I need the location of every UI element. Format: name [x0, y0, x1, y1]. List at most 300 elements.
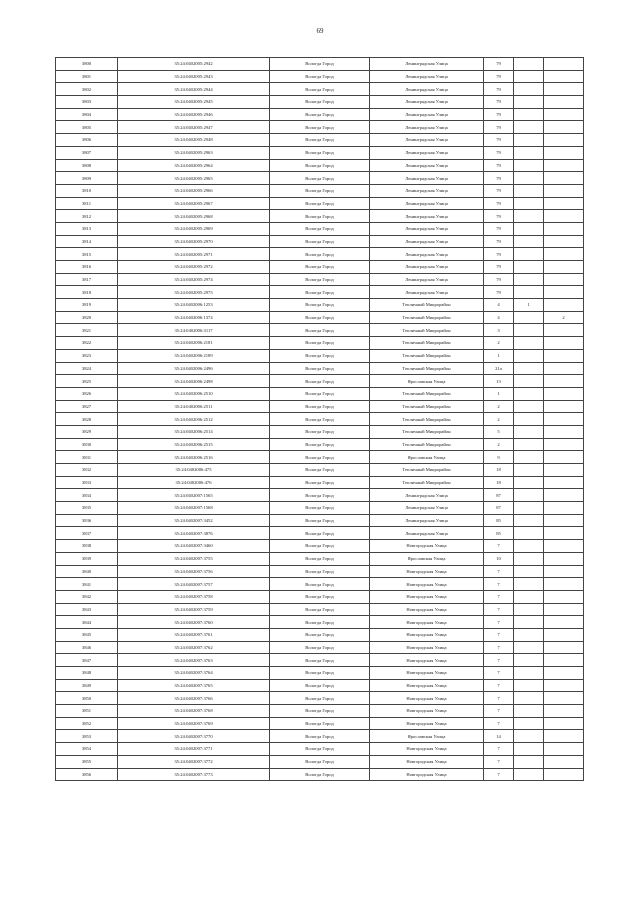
house-cell: 79: [484, 248, 514, 261]
street-cell: Ленинградская Улица: [370, 83, 484, 96]
city-cell: Вологда Город: [270, 96, 370, 109]
table-row: [56, 552, 584, 565]
street-cell: Новгородская Улица: [370, 578, 484, 591]
cadastral-number-cell: 35:24:0402007:3876: [118, 527, 270, 540]
table-row: [56, 387, 584, 400]
city-cell: Вологда Город: [270, 438, 370, 451]
cadastral-number-cell: 35:24:0402005:2944: [118, 83, 270, 96]
building-cell: [514, 527, 544, 540]
street-cell: Новгородская Улица: [370, 540, 484, 553]
cadastral-number-cell: 35:24:0402005:2972: [118, 261, 270, 274]
row-number-cell: 3853: [56, 730, 118, 743]
table-row: [56, 362, 584, 375]
table-row: [56, 273, 584, 286]
apartment-cell: [544, 121, 584, 134]
apartment-cell: [544, 552, 584, 565]
building-cell: [514, 134, 544, 147]
table-row: [56, 400, 584, 413]
city-cell: Вологда Город: [270, 476, 370, 489]
house-cell: 79: [484, 121, 514, 134]
city-cell: Вологда Город: [270, 514, 370, 527]
cadastral-number-cell: 35:24:0402005:2943: [118, 70, 270, 83]
table-row: [56, 705, 584, 718]
street-cell: Ленинградская Улица: [370, 146, 484, 159]
building-cell: [514, 261, 544, 274]
row-number-cell: 3841: [56, 578, 118, 591]
row-number-cell: 3847: [56, 654, 118, 667]
table-row: [56, 425, 584, 438]
apartment-cell: [544, 438, 584, 451]
city-cell: Вологда Город: [270, 387, 370, 400]
house-cell: 79: [484, 159, 514, 172]
cadastral-number-cell: 35:24:0402005:2967: [118, 197, 270, 210]
table-row: [56, 768, 584, 781]
apartment-cell: [544, 108, 584, 121]
building-cell: [514, 628, 544, 641]
table-row: [56, 692, 584, 705]
house-cell: 79: [484, 70, 514, 83]
house-cell: 4: [484, 311, 514, 324]
row-number-cell: 3802: [56, 83, 118, 96]
city-cell: Вологда Город: [270, 70, 370, 83]
cadastral-number-cell: 35:24:0402007:3771: [118, 743, 270, 756]
table-row: [56, 654, 584, 667]
house-cell: 2: [484, 400, 514, 413]
cadastral-number-cell: 35:24:0402005:2948: [118, 134, 270, 147]
table-row: [56, 146, 584, 159]
cadastral-number-cell: 35:24:0402005:2947: [118, 121, 270, 134]
house-cell: 79: [484, 222, 514, 235]
house-cell: 85: [484, 514, 514, 527]
cadastral-number-cell: 35:24:0402006:475: [118, 464, 270, 477]
street-cell: Новгородская Улица: [370, 603, 484, 616]
street-cell: Тепличный Микрорайон: [370, 387, 484, 400]
building-cell: [514, 717, 544, 730]
street-cell: Новгородская Улица: [370, 616, 484, 629]
house-cell: 7: [484, 641, 514, 654]
table-row: [56, 679, 584, 692]
house-cell: 18: [484, 464, 514, 477]
city-cell: Вологда Город: [270, 184, 370, 197]
street-cell: Тепличный Микрорайон: [370, 337, 484, 350]
building-cell: [514, 464, 544, 477]
city-cell: Вологда Город: [270, 502, 370, 515]
city-cell: Вологда Город: [270, 578, 370, 591]
row-number-cell: 3808: [56, 159, 118, 172]
city-cell: Вологда Город: [270, 540, 370, 553]
city-cell: Вологда Город: [270, 299, 370, 312]
street-cell: Ленинградская Улица: [370, 222, 484, 235]
building-cell: [514, 552, 544, 565]
street-cell: Новгородская Улица: [370, 565, 484, 578]
building-cell: [514, 768, 544, 781]
house-cell: 7: [484, 717, 514, 730]
building-cell: [514, 273, 544, 286]
house-cell: 79: [484, 184, 514, 197]
street-cell: Тепличный Микрорайон: [370, 476, 484, 489]
apartment-cell: [544, 514, 584, 527]
city-cell: Вологда Город: [270, 654, 370, 667]
apartment-cell: [544, 273, 584, 286]
building-cell: [514, 603, 544, 616]
apartment-cell: [544, 464, 584, 477]
apartment-cell: [544, 527, 584, 540]
row-number-cell: 3836: [56, 514, 118, 527]
city-cell: Вологда Город: [270, 489, 370, 502]
row-number-cell: 3803: [56, 96, 118, 109]
city-cell: Вологда Город: [270, 222, 370, 235]
street-cell: Тепличный Микрорайон: [370, 299, 484, 312]
row-number-cell: 3816: [56, 261, 118, 274]
table-row: [56, 197, 584, 210]
house-cell: 18: [484, 476, 514, 489]
row-number-cell: 3804: [56, 108, 118, 121]
cadastral-number-cell: 35:24:0402007:3773: [118, 768, 270, 781]
city-cell: Вологда Город: [270, 400, 370, 413]
apartment-cell: [544, 58, 584, 71]
apartment-cell: [544, 565, 584, 578]
apartment-cell: [544, 324, 584, 337]
street-cell: Ленинградская Улица: [370, 489, 484, 502]
row-number-cell: 3843: [56, 603, 118, 616]
apartment-cell: [544, 578, 584, 591]
row-number-cell: 3825: [56, 375, 118, 388]
street-cell: Новгородская Улица: [370, 641, 484, 654]
apartment-cell: [544, 425, 584, 438]
building-cell: [514, 489, 544, 502]
city-cell: Вологда Город: [270, 83, 370, 96]
building-cell: [514, 413, 544, 426]
row-number-cell: 3854: [56, 743, 118, 756]
street-cell: Новгородская Улица: [370, 590, 484, 603]
table-row: [56, 235, 584, 248]
apartment-cell: [544, 590, 584, 603]
row-number-cell: 3807: [56, 146, 118, 159]
row-number-cell: 3800: [56, 58, 118, 71]
row-number-cell: 3824: [56, 362, 118, 375]
table-row: [56, 578, 584, 591]
street-cell: Ленинградская Улица: [370, 527, 484, 540]
city-cell: Вологда Город: [270, 159, 370, 172]
apartment-cell: [544, 502, 584, 515]
apartment-cell: [544, 248, 584, 261]
row-number-cell: 3849: [56, 679, 118, 692]
table-row: [56, 83, 584, 96]
row-number-cell: 3810: [56, 184, 118, 197]
street-cell: Ленинградская Улица: [370, 121, 484, 134]
house-cell: 79: [484, 273, 514, 286]
apartment-cell: [544, 717, 584, 730]
cadastral-number-cell: 35:24:0402007:3755: [118, 552, 270, 565]
street-cell: Ярославская Улица: [370, 552, 484, 565]
house-cell: 7: [484, 578, 514, 591]
house-cell: 7: [484, 679, 514, 692]
apartment-cell: [544, 400, 584, 413]
apartment-cell: [544, 222, 584, 235]
city-cell: Вологда Город: [270, 730, 370, 743]
apartment-cell: [544, 172, 584, 185]
house-cell: 13: [484, 375, 514, 388]
apartment-cell: [544, 654, 584, 667]
city-cell: Вологда Город: [270, 616, 370, 629]
house-cell: 7: [484, 743, 514, 756]
city-cell: Вологда Город: [270, 425, 370, 438]
row-number-cell: 3837: [56, 527, 118, 540]
table-row: [56, 502, 584, 515]
building-cell: [514, 502, 544, 515]
city-cell: Вологда Город: [270, 667, 370, 680]
building-cell: [514, 159, 544, 172]
city-cell: Вологда Город: [270, 464, 370, 477]
building-cell: [514, 58, 544, 71]
building-cell: [514, 755, 544, 768]
house-cell: 79: [484, 134, 514, 147]
city-cell: Вологда Город: [270, 527, 370, 540]
cadastral-number-cell: 35:24:0402007:1568: [118, 502, 270, 515]
building-cell: [514, 641, 544, 654]
row-number-cell: 3815: [56, 248, 118, 261]
row-number-cell: 3842: [56, 590, 118, 603]
building-cell: [514, 70, 544, 83]
table-row: [56, 248, 584, 261]
table-row: [56, 299, 584, 312]
table-row: [56, 222, 584, 235]
table-row: [56, 324, 584, 337]
table-row: [56, 337, 584, 350]
house-cell: 7: [484, 705, 514, 718]
apartment-cell: [544, 476, 584, 489]
table-row: [56, 476, 584, 489]
row-number-cell: 3834: [56, 489, 118, 502]
building-cell: 1: [514, 299, 544, 312]
house-cell: 7: [484, 628, 514, 641]
row-number-cell: 3826: [56, 387, 118, 400]
building-cell: [514, 514, 544, 527]
row-number-cell: 3831: [56, 451, 118, 464]
cadastral-number-cell: 35:24:0402007:3766: [118, 692, 270, 705]
cadastral-number-cell: 35:24:0402005:2965: [118, 172, 270, 185]
row-number-cell: 3835: [56, 502, 118, 515]
street-cell: Ленинградская Улица: [370, 108, 484, 121]
apartment-cell: [544, 743, 584, 756]
house-cell: 5: [484, 425, 514, 438]
building-cell: [514, 172, 544, 185]
apartment-cell: [544, 362, 584, 375]
table-row: [56, 540, 584, 553]
street-cell: Новгородская Улица: [370, 717, 484, 730]
apartment-cell: [544, 210, 584, 223]
street-cell: Ярославская Улица: [370, 451, 484, 464]
table-row: [56, 755, 584, 768]
row-number-cell: 3827: [56, 400, 118, 413]
apartment-cell: [544, 603, 584, 616]
row-number-cell: 3838: [56, 540, 118, 553]
street-cell: Тепличный Микрорайон: [370, 324, 484, 337]
table-row: [56, 438, 584, 451]
city-cell: Вологда Город: [270, 717, 370, 730]
house-cell: 79: [484, 146, 514, 159]
street-cell: Тепличный Микрорайон: [370, 362, 484, 375]
cadastral-number-cell: 35:24:0402007:3756: [118, 565, 270, 578]
building-cell: [514, 311, 544, 324]
building-cell: [514, 337, 544, 350]
row-number-cell: 3840: [56, 565, 118, 578]
street-cell: Ленинградская Улица: [370, 248, 484, 261]
building-cell: [514, 654, 544, 667]
apartment-cell: 2: [544, 311, 584, 324]
row-number-cell: 3855: [56, 755, 118, 768]
house-cell: 79: [484, 108, 514, 121]
cadastral-number-cell: 35:24:0402006:2516: [118, 451, 270, 464]
table-row: [56, 134, 584, 147]
building-cell: [514, 286, 544, 299]
city-cell: Вологда Город: [270, 743, 370, 756]
row-number-cell: 3832: [56, 464, 118, 477]
city-cell: Вологда Город: [270, 273, 370, 286]
table-row: [56, 527, 584, 540]
apartment-cell: [544, 286, 584, 299]
house-cell: 7: [484, 590, 514, 603]
apartment-cell: [544, 184, 584, 197]
street-cell: Ленинградская Улица: [370, 210, 484, 223]
cadastral-number-cell: 35:24:0402007:3768: [118, 705, 270, 718]
house-cell: 7: [484, 667, 514, 680]
table-row: [56, 261, 584, 274]
apartment-cell: [544, 96, 584, 109]
cadastral-number-cell: 35:24:0402007:3758: [118, 590, 270, 603]
table-row: [56, 172, 584, 185]
street-cell: Ленинградская Улица: [370, 235, 484, 248]
building-cell: [514, 616, 544, 629]
row-number-cell: 3817: [56, 273, 118, 286]
house-cell: 7: [484, 755, 514, 768]
building-cell: [514, 476, 544, 489]
building-cell: [514, 248, 544, 261]
city-cell: Вологда Город: [270, 210, 370, 223]
city-cell: Вологда Город: [270, 172, 370, 185]
building-cell: [514, 96, 544, 109]
house-cell: 79: [484, 197, 514, 210]
house-cell: 14: [484, 730, 514, 743]
street-cell: Ярославская Улица: [370, 375, 484, 388]
cadastral-number-cell: 35:24:0402005:2975: [118, 286, 270, 299]
cadastral-number-cell: 35:24:0402005:2966: [118, 184, 270, 197]
building-cell: [514, 222, 544, 235]
table-row: [56, 667, 584, 680]
building-cell: [514, 83, 544, 96]
building-cell: [514, 146, 544, 159]
apartment-cell: [544, 413, 584, 426]
street-cell: Ленинградская Улица: [370, 502, 484, 515]
cadastral-number-cell: 35:24:0402007:3772: [118, 755, 270, 768]
table-row: [56, 121, 584, 134]
house-cell: 79: [484, 286, 514, 299]
apartment-cell: [544, 451, 584, 464]
street-cell: Тепличный Микрорайон: [370, 464, 484, 477]
house-cell: 2: [484, 413, 514, 426]
city-cell: Вологда Город: [270, 146, 370, 159]
table-row: [56, 58, 584, 71]
street-cell: Тепличный Микрорайон: [370, 413, 484, 426]
row-number-cell: 3844: [56, 616, 118, 629]
table-row: [56, 628, 584, 641]
building-cell: [514, 705, 544, 718]
street-cell: Ленинградская Улица: [370, 172, 484, 185]
street-cell: Ленинградская Улица: [370, 70, 484, 83]
table-row: [56, 349, 584, 362]
registry-table-body: [56, 58, 584, 781]
apartment-cell: [544, 70, 584, 83]
table-row: [56, 311, 584, 324]
cadastral-number-cell: 35:24:0402007:1565: [118, 489, 270, 502]
building-cell: [514, 590, 544, 603]
table-row: [56, 159, 584, 172]
city-cell: Вологда Город: [270, 552, 370, 565]
cadastral-number-cell: 35:24:0402006:3117: [118, 324, 270, 337]
row-number-cell: 3851: [56, 705, 118, 718]
cadastral-number-cell: 35:24:0402006:2181: [118, 337, 270, 350]
apartment-cell: [544, 489, 584, 502]
house-cell: 87: [484, 489, 514, 502]
table-row: [56, 96, 584, 109]
row-number-cell: 3809: [56, 172, 118, 185]
building-cell: [514, 197, 544, 210]
cadastral-number-cell: 35:24:0402005:2945: [118, 96, 270, 109]
cadastral-number-cell: 35:24:0402006:2496: [118, 362, 270, 375]
table-row: [56, 641, 584, 654]
cadastral-number-cell: 35:24:0402006:1374: [118, 311, 270, 324]
cadastral-number-cell: 35:24:0402006:2514: [118, 425, 270, 438]
row-number-cell: 3818: [56, 286, 118, 299]
city-cell: Вологда Город: [270, 324, 370, 337]
house-cell: 7: [484, 654, 514, 667]
building-cell: [514, 540, 544, 553]
row-number-cell: 3848: [56, 667, 118, 680]
city-cell: Вологда Город: [270, 248, 370, 261]
house-cell: 3: [484, 324, 514, 337]
apartment-cell: [544, 692, 584, 705]
street-cell: Тепличный Микрорайон: [370, 400, 484, 413]
house-cell: 79: [484, 58, 514, 71]
row-number-cell: 3821: [56, 324, 118, 337]
cadastral-number-cell: 35:24:0402007:3762: [118, 641, 270, 654]
building-cell: [514, 565, 544, 578]
city-cell: Вологда Город: [270, 641, 370, 654]
table-row: [56, 616, 584, 629]
apartment-cell: [544, 146, 584, 159]
house-cell: 85: [484, 527, 514, 540]
house-cell: 7: [484, 768, 514, 781]
street-cell: Ленинградская Улица: [370, 96, 484, 109]
registry-table: [55, 57, 584, 781]
city-cell: Вологда Город: [270, 134, 370, 147]
row-number-cell: 3852: [56, 717, 118, 730]
apartment-cell: [544, 616, 584, 629]
table-row: [56, 70, 584, 83]
row-number-cell: 3806: [56, 134, 118, 147]
cadastral-number-cell: 35:24:0402005:2963: [118, 146, 270, 159]
city-cell: Вологда Город: [270, 590, 370, 603]
cadastral-number-cell: 35:24:0402005:2971: [118, 248, 270, 261]
table-row: [56, 108, 584, 121]
street-cell: Тепличный Микрорайон: [370, 438, 484, 451]
cadastral-number-cell: 35:24:0402005:2964: [118, 159, 270, 172]
cadastral-number-cell: 35:24:0402006:1253: [118, 299, 270, 312]
house-cell: 2: [484, 337, 514, 350]
apartment-cell: [544, 641, 584, 654]
cadastral-number-cell: 35:24:0402007:3760: [118, 616, 270, 629]
street-cell: Тепличный Микрорайон: [370, 425, 484, 438]
